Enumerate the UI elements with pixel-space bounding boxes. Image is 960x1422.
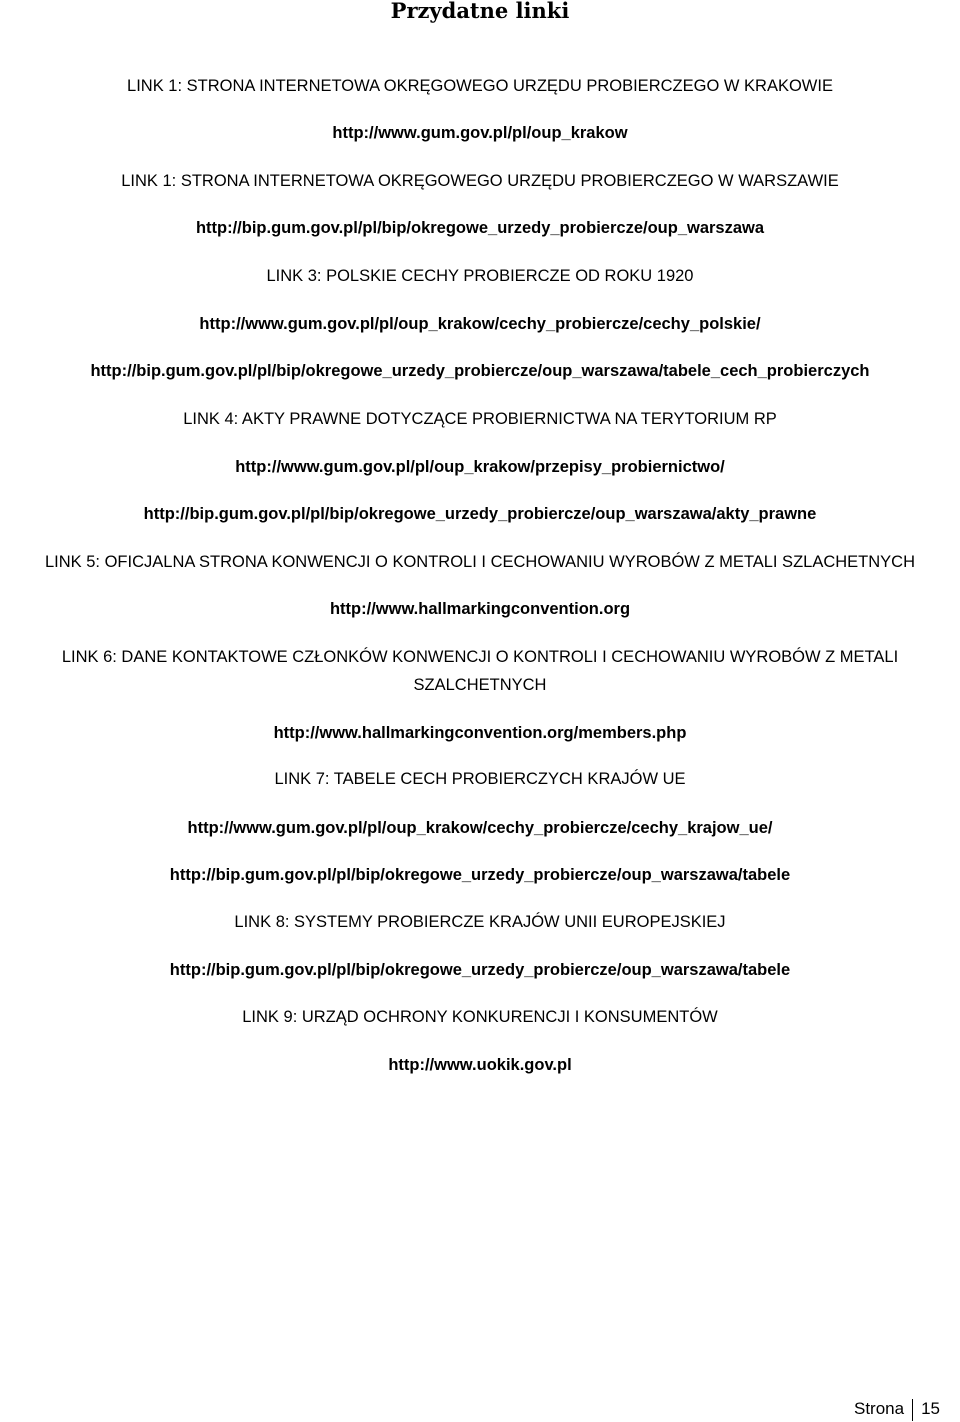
- link-5-url[interactable]: http://www.hallmarkingconvention.org: [329, 600, 631, 618]
- link-4-heading: LINK 4: AKTY PRAWNE DOTYCZĄCE PROBIERNICTWA NA TERYTORIUM RP: [183, 410, 777, 428]
- link-1-krakow-url[interactable]: http://www.gum.gov.pl/pl/oup_krakow: [332, 124, 628, 142]
- link-1-warszawa-url[interactable]: http://bip.gum.gov.pl/pl/bip/okregowe_urzedy_probiercze/oup_warszawa: [195, 219, 765, 237]
- link-3-url-krakow[interactable]: http://www.gum.gov.pl/pl/oup_krakow/cechy_probiercze/cechy_polskie/: [199, 315, 761, 333]
- link-8-heading: LINK 8: SYSTEMY PROBIERCZE KRAJÓW UNII EUROPEJSKIEJ: [234, 913, 726, 931]
- page-title: Przydatne linki: [390, 0, 570, 23]
- link-4-url-warszawa[interactable]: http://bip.gum.gov.pl/pl/bip/okregowe_urzedy_probiercze/oup_warszawa/akty_prawne: [143, 505, 817, 523]
- link-4-url-krakow[interactable]: http://www.gum.gov.pl/pl/oup_krakow/przepisy_probiernictwo/: [235, 458, 725, 476]
- footer-divider: [912, 1399, 913, 1421]
- link-6-heading: LINK 6: DANE KONTAKTOWE CZŁONKÓW KONWENCJI O KONTROLI I CECHOWANIU WYROBÓW Z METALI SZALCHETNYCH: [61, 648, 899, 694]
- page-footer: [854, 1396, 940, 1422]
- footer-label: Strona: [853, 1399, 905, 1418]
- link-8-url[interactable]: http://bip.gum.gov.pl/pl/bip/okregowe_urzedy_probiercze/oup_warszawa/tabele: [169, 961, 791, 979]
- link-7-heading: LINK 7: TABELE CECH PROBIERCZYCH KRAJÓW UE: [274, 770, 686, 788]
- link-7-url-warszawa[interactable]: http://bip.gum.gov.pl/pl/bip/okregowe_urzedy_probiercze/oup_warszawa/tabele: [169, 866, 791, 884]
- link-6-url[interactable]: http://www.hallmarkingconvention.org/members.php: [273, 724, 687, 742]
- link-9-heading: LINK 9: URZĄD OCHRONY KONKURENCJI I KONSUMENTÓW: [242, 1008, 718, 1026]
- page-number: 15: [921, 1399, 940, 1418]
- link-3-heading: LINK 3: POLSKIE CECHY PROBIERCZE OD ROKU 1920: [266, 267, 694, 285]
- link-7-url-krakow[interactable]: http://www.gum.gov.pl/pl/oup_krakow/cechy_probiercze/cechy_krajow_ue/: [187, 819, 773, 837]
- link-1-warszawa-heading: LINK 1: STRONA INTERNETOWA OKRĘGOWEGO URZĘDU PROBIERCZEGO W WARSZAWIE: [121, 172, 839, 190]
- link-5-heading: LINK 5: OFICJALNA STRONA KONWENCJI O KONTROLI I CECHOWANIU WYROBÓW Z METALI SZLACHETNYCH: [44, 553, 915, 571]
- link-9-url[interactable]: http://www.uokik.gov.pl: [388, 1056, 572, 1074]
- link-1-krakow-heading: LINK 1: STRONA INTERNETOWA OKRĘGOWEGO URZĘDU PROBIERCZEGO W KRAKOWIE: [127, 77, 833, 95]
- link-3-url-warszawa[interactable]: http://bip.gum.gov.pl/pl/bip/okregowe_urzedy_probiercze/oup_warszawa/tabele_cech_probierczych: [90, 362, 870, 380]
